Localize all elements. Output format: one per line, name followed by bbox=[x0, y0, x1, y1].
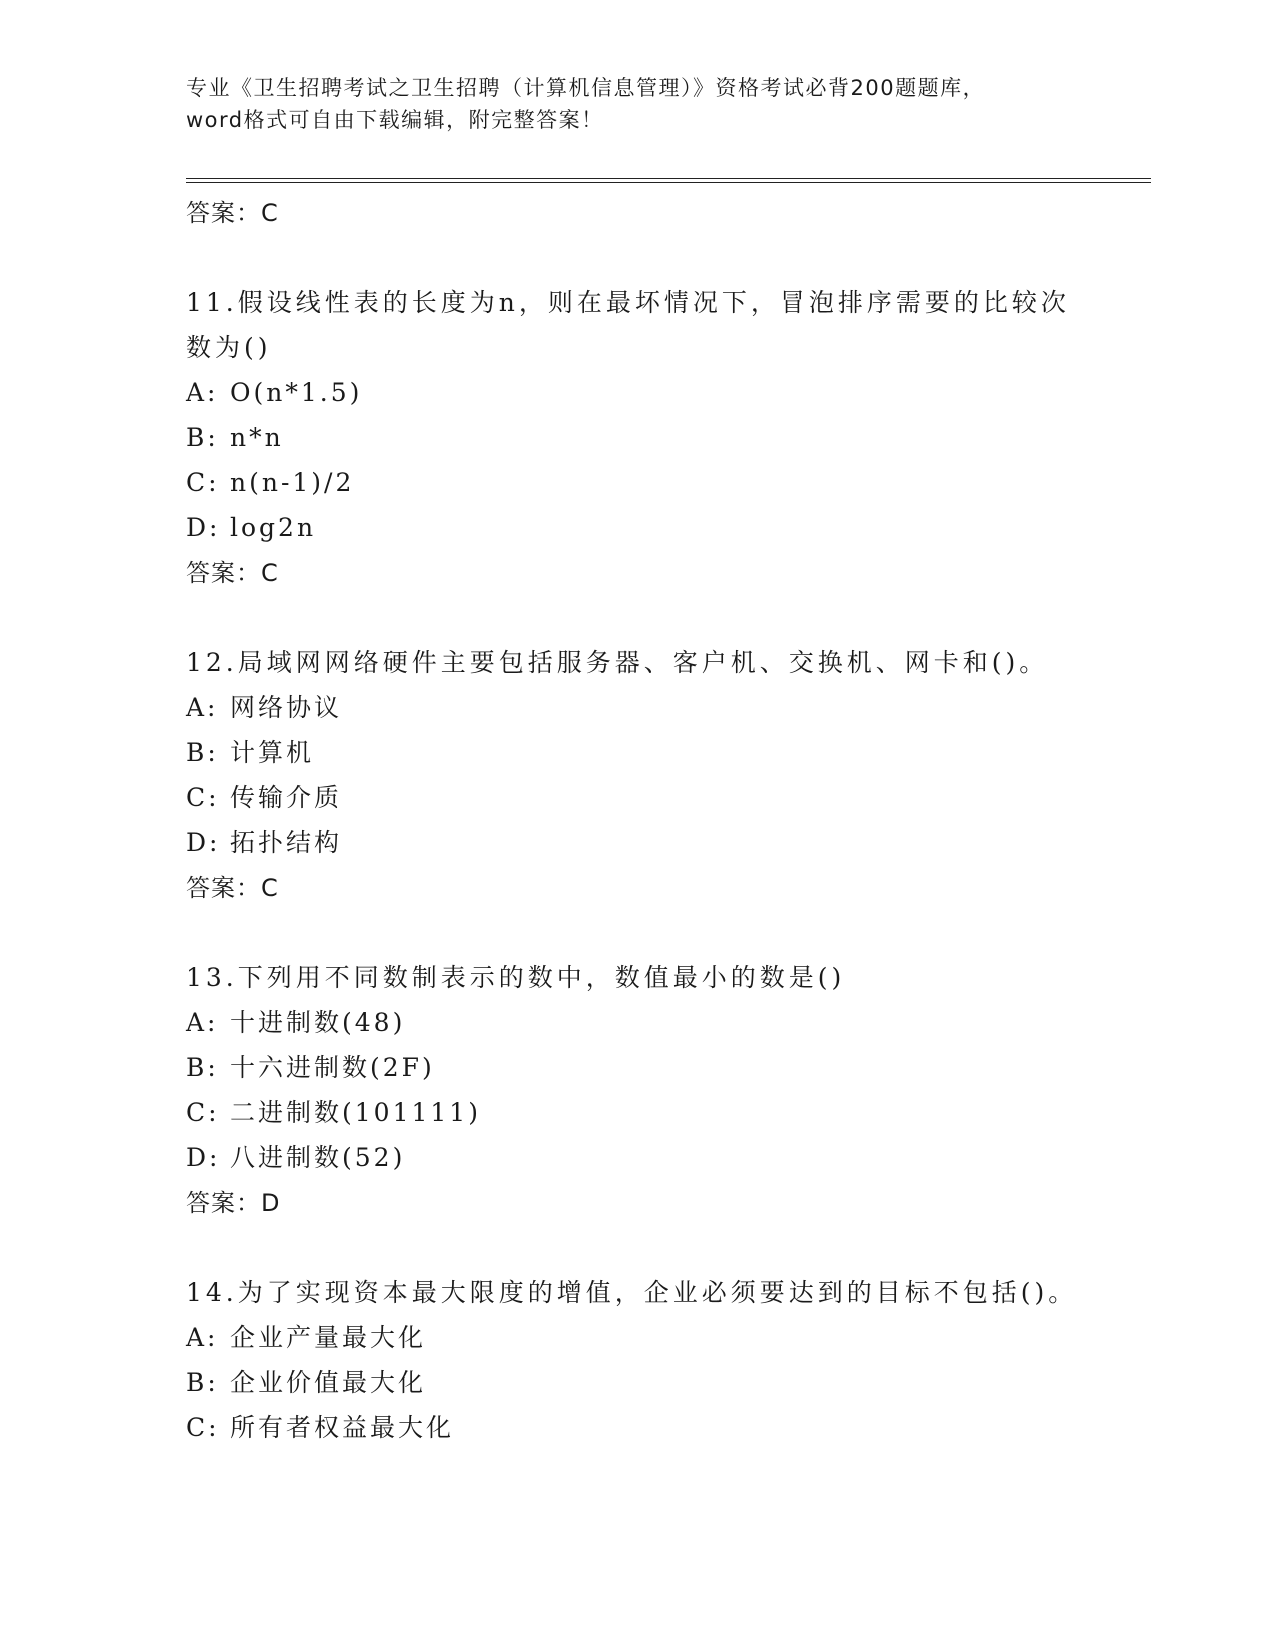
option-key: B: bbox=[186, 423, 219, 452]
option-row bbox=[186, 820, 1086, 865]
option-text: 传输介质 bbox=[230, 783, 343, 812]
header-title-line-1: 专业《卫生招聘考试之卫生招聘（计算机信息管理）》资格考试必背200题题库， bbox=[186, 76, 986, 100]
option-text: 十六进制数(2F) bbox=[230, 1053, 435, 1082]
option-text: n*n bbox=[230, 423, 284, 452]
option-key: A: bbox=[186, 1008, 219, 1037]
option-row bbox=[186, 1000, 1086, 1045]
option-key: C: bbox=[186, 468, 220, 497]
option-text: 网络协议 bbox=[230, 693, 343, 722]
option-text: 二进制数(101111) bbox=[230, 1098, 481, 1127]
option-row bbox=[186, 415, 1086, 460]
option-key: C: bbox=[186, 1413, 220, 1442]
answer-label: 答案：C bbox=[186, 559, 279, 587]
option-row bbox=[186, 370, 1086, 415]
option-key: C: bbox=[186, 1098, 220, 1127]
option-text: 企业价值最大化 bbox=[230, 1368, 427, 1397]
answer-label: 答案：D bbox=[186, 1189, 281, 1217]
option-row bbox=[186, 1405, 1086, 1450]
option-text: 企业产量最大化 bbox=[230, 1323, 427, 1352]
option-text: 所有者权益最大化 bbox=[230, 1413, 455, 1442]
question-list bbox=[186, 190, 1086, 1494]
question-block bbox=[186, 955, 1086, 1226]
option-key: B: bbox=[186, 738, 219, 767]
question-block bbox=[186, 1270, 1086, 1450]
option-text: log2n bbox=[230, 513, 317, 542]
option-key: B: bbox=[186, 1053, 219, 1082]
option-row bbox=[186, 685, 1086, 730]
option-row bbox=[186, 1360, 1086, 1405]
question-block bbox=[186, 640, 1086, 911]
question-text bbox=[186, 280, 1070, 370]
option-text: 拓扑结构 bbox=[230, 828, 343, 857]
header-title-line-2: word格式可自由下载编辑，附完整答案！ bbox=[186, 108, 604, 132]
answer-label: 答案：C bbox=[186, 874, 279, 902]
option-key: D: bbox=[186, 828, 221, 857]
header-divider-bottom bbox=[186, 182, 1151, 183]
option-row bbox=[186, 1045, 1086, 1090]
option-key: C: bbox=[186, 783, 220, 812]
option-key: D: bbox=[186, 513, 221, 542]
option-text: 八进制数(52) bbox=[230, 1143, 406, 1172]
option-row bbox=[186, 730, 1086, 775]
option-key: D: bbox=[186, 1143, 221, 1172]
question-text bbox=[186, 955, 1066, 1000]
question-block bbox=[186, 280, 1086, 596]
question-text bbox=[186, 1270, 1078, 1315]
option-text: 十进制数(48) bbox=[230, 1008, 406, 1037]
question-text-line: 数为() bbox=[186, 333, 272, 362]
question-text-line: 13.下列用不同数制表示的数中，数值最小的数是() bbox=[186, 963, 846, 992]
option-row bbox=[186, 460, 1086, 505]
option-text: O(n*1.5) bbox=[230, 378, 363, 407]
question-text-line: 11.假设线性表的长度为n，则在最坏情况下，冒泡排序需要的比较次 bbox=[186, 288, 1070, 317]
option-text: n(n-1)/2 bbox=[230, 468, 355, 497]
answer-label: 答案：C bbox=[186, 199, 279, 227]
option-row bbox=[186, 1135, 1086, 1180]
option-key: A: bbox=[186, 378, 219, 407]
document-header bbox=[186, 72, 1086, 136]
header-divider-top bbox=[186, 178, 1151, 179]
option-row bbox=[186, 1315, 1086, 1360]
question-text bbox=[186, 640, 1066, 685]
option-key: A: bbox=[186, 1323, 219, 1352]
question-text-line: 14.为了实现资本最大限度的增值，企业必须要达到的目标不包括()。 bbox=[186, 1278, 1078, 1307]
option-row bbox=[186, 505, 1086, 550]
option-key: A: bbox=[186, 693, 219, 722]
option-row bbox=[186, 775, 1086, 820]
option-text: 计算机 bbox=[230, 738, 315, 767]
question-text-line: 12.局域网网络硬件主要包括服务器、客户机、交换机、网卡和()。 bbox=[186, 648, 1049, 677]
option-row bbox=[186, 1090, 1086, 1135]
option-key: B: bbox=[186, 1368, 219, 1397]
